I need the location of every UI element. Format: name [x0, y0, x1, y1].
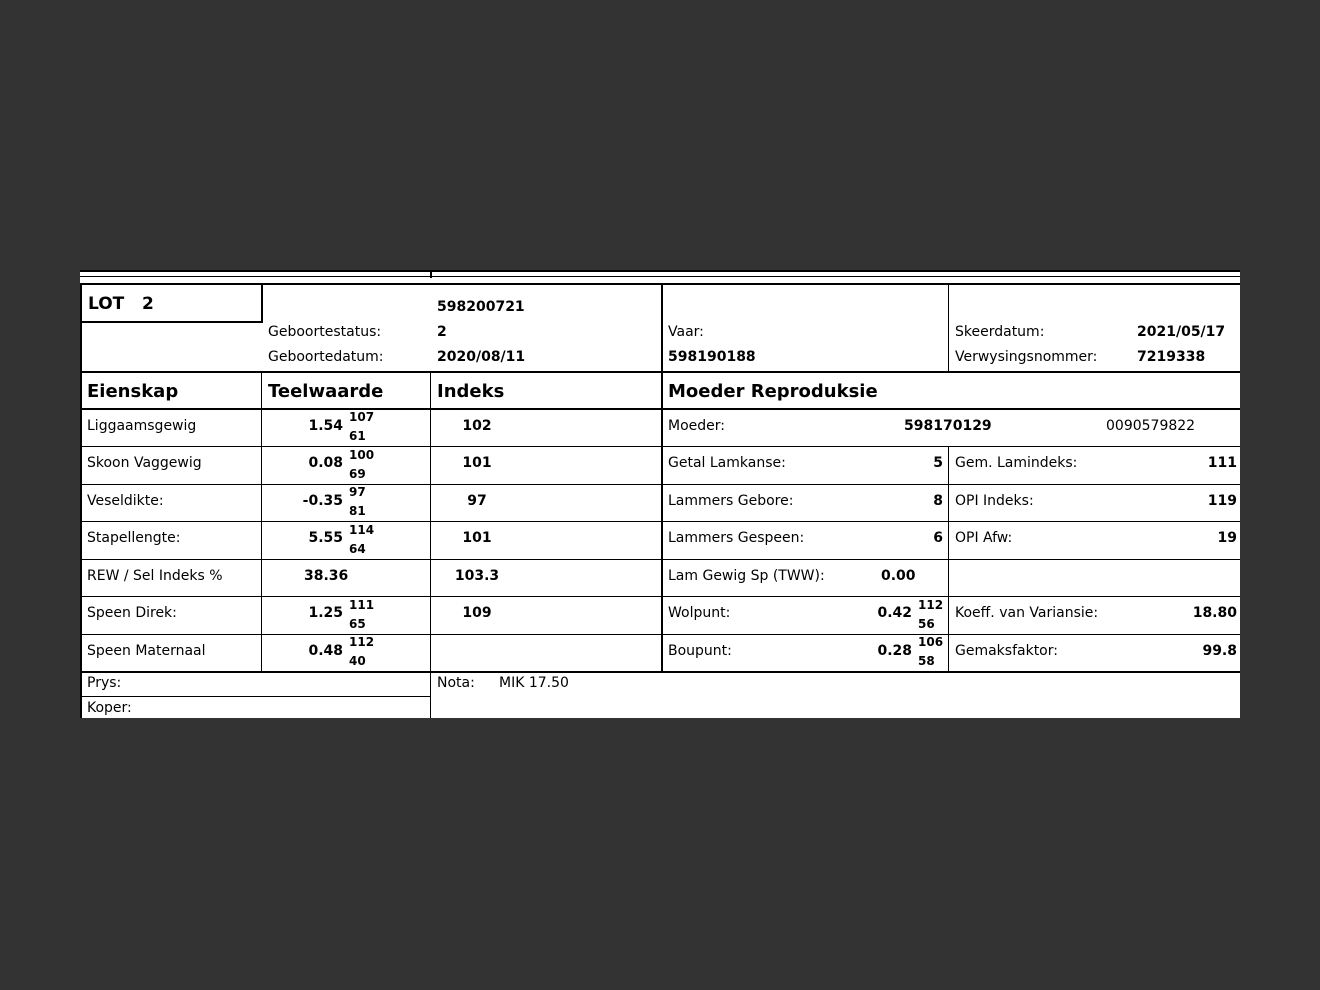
- trait-name: Veseldikte:: [87, 493, 164, 509]
- trait-sup-top: 111: [349, 598, 375, 612]
- left-border: [80, 283, 82, 718]
- reference-number: 7219338: [1137, 349, 1206, 365]
- row-line-5: [80, 596, 1240, 597]
- coef-variation-label: Koeff. van Variansie:: [955, 605, 1099, 621]
- header-top-line: [80, 283, 1240, 285]
- col-divider-3: [661, 283, 663, 673]
- trait-sup-bottom: 40: [349, 654, 366, 668]
- trait-sup-top: 112: [349, 635, 375, 649]
- table-bottom-line: [80, 671, 1240, 673]
- buyer-label: Koper:: [87, 700, 132, 716]
- trait-sup-bottom: 61: [349, 429, 366, 443]
- lot-box-right: [261, 283, 263, 323]
- build-point-sup-bottom: 58: [918, 654, 935, 668]
- lambs-weaned-value: 6: [933, 530, 943, 546]
- trait-sup-bottom: 81: [349, 504, 366, 518]
- note-value: MIK 17.50: [499, 675, 569, 691]
- opi-dev-label: OPI Afw:: [955, 530, 1013, 546]
- build-point-sup-top: 106: [918, 635, 944, 649]
- avg-lamb-index-value: 111: [1207, 455, 1237, 471]
- lamb-weight-value: 0.00: [881, 568, 916, 584]
- lot-box-bottom: [80, 321, 262, 323]
- trait-name: Liggaamsgewig: [87, 418, 197, 434]
- trait-value: 1.25: [308, 605, 343, 621]
- trait-value: 38.36: [304, 568, 349, 584]
- lot-sheet: [80, 270, 1240, 718]
- trait-index: 97: [467, 493, 487, 509]
- lamb-chances-value: 5: [933, 455, 943, 471]
- ease-factor-value: 99.8: [1202, 643, 1237, 659]
- dam-id: 598170129: [904, 418, 992, 434]
- col-divider-4: [948, 446, 949, 672]
- sire-id: 598190188: [668, 349, 756, 365]
- header-breeding-value: Teelwaarde: [268, 381, 384, 402]
- row-line-6: [80, 634, 1240, 635]
- lamb-weight-label: Lam Gewig Sp (TWW):: [668, 568, 825, 584]
- header-index: Indeks: [437, 381, 505, 402]
- trait-value: 5.55: [308, 530, 343, 546]
- wool-point-sup-top: 112: [918, 598, 944, 612]
- trait-index: 101: [462, 455, 492, 471]
- trait-index: 102: [462, 418, 492, 434]
- coef-variation-value: 18.80: [1192, 605, 1237, 621]
- lot-number: 2: [142, 294, 154, 314]
- trait-sup-bottom: 65: [349, 617, 366, 631]
- row-line-2: [80, 484, 1240, 485]
- lambs-weaned-label: Lammers Gespeen:: [668, 530, 805, 546]
- trait-value: 0.48: [308, 643, 343, 659]
- footer-mid-line: [80, 696, 430, 697]
- lamb-chances-label: Getal Lamkanse:: [668, 455, 786, 471]
- dam-extra-id: 0090579822: [1106, 418, 1196, 434]
- trait-sup-bottom: 69: [349, 467, 366, 481]
- header-dam-reproduction: Moeder Reproduksie: [668, 381, 878, 402]
- birth-date-label: Geboortedatum:: [268, 349, 384, 365]
- col-divider-4-top: [948, 283, 949, 372]
- col-divider-2: [430, 371, 431, 718]
- wool-point-label: Wolpunt:: [668, 605, 731, 621]
- sire-label: Vaar:: [668, 324, 704, 340]
- birth-status-label: Geboortestatus:: [268, 324, 382, 340]
- animal-id: 598200721: [437, 299, 525, 315]
- top-border-inner: [80, 276, 1240, 277]
- lambs-born-value: 8: [933, 493, 943, 509]
- wool-point-sup-bottom: 56: [918, 617, 935, 631]
- trait-value: 1.54: [308, 418, 343, 434]
- trait-name: REW / Sel Indeks %: [87, 568, 223, 584]
- trait-sup-top: 100: [349, 448, 375, 462]
- opi-index-value: 119: [1207, 493, 1237, 509]
- birth-status-value: 2: [437, 324, 447, 340]
- price-label: Prys:: [87, 675, 122, 691]
- trait-sup-bottom: 64: [349, 542, 366, 556]
- trait-value: 0.08: [308, 455, 343, 471]
- build-point-label: Boupunt:: [668, 643, 732, 659]
- shear-date-label: Skeerdatum:: [955, 324, 1045, 340]
- build-point-value: 0.28: [877, 643, 912, 659]
- trait-index: 109: [462, 605, 492, 621]
- lot-label: LOT: [88, 294, 125, 314]
- lambs-born-label: Lammers Gebore:: [668, 493, 794, 509]
- dam-label: Moeder:: [668, 418, 725, 434]
- trait-name: Skoon Vaggewig: [87, 455, 202, 471]
- avg-lamb-index-label: Gem. Lamindeks:: [955, 455, 1078, 471]
- trait-name: Stapellengte:: [87, 530, 181, 546]
- row-line-1: [80, 446, 1240, 447]
- trait-value: -0.35: [302, 493, 343, 509]
- trait-sup-top: 107: [349, 410, 375, 424]
- header-trait: Eienskap: [87, 381, 179, 402]
- note-label: Nota:: [437, 675, 475, 691]
- column-header-top-line: [80, 371, 1240, 373]
- opi-dev-value: 19: [1217, 530, 1237, 546]
- opi-index-label: OPI Indeks:: [955, 493, 1034, 509]
- ease-factor-label: Gemaksfaktor:: [955, 643, 1058, 659]
- shear-date-value: 2021/05/17: [1137, 324, 1226, 340]
- trait-sup-top: 114: [349, 523, 375, 537]
- col-divider-1: [261, 371, 262, 671]
- reference-label: Verwysingsnommer:: [955, 349, 1098, 365]
- row-line-4: [80, 559, 1240, 560]
- wool-point-value: 0.42: [877, 605, 912, 621]
- trait-index: 101: [462, 530, 492, 546]
- trait-index: 103.3: [454, 568, 500, 584]
- top-stub-divider: [430, 270, 432, 278]
- column-header-bottom-line: [80, 408, 1240, 410]
- trait-name: Speen Maternaal: [87, 643, 206, 659]
- trait-name: Speen Direk:: [87, 605, 177, 621]
- row-line-3: [80, 521, 1240, 522]
- trait-sup-top: 97: [349, 485, 366, 499]
- top-border: [80, 270, 1240, 272]
- birth-date-value: 2020/08/11: [437, 349, 526, 365]
